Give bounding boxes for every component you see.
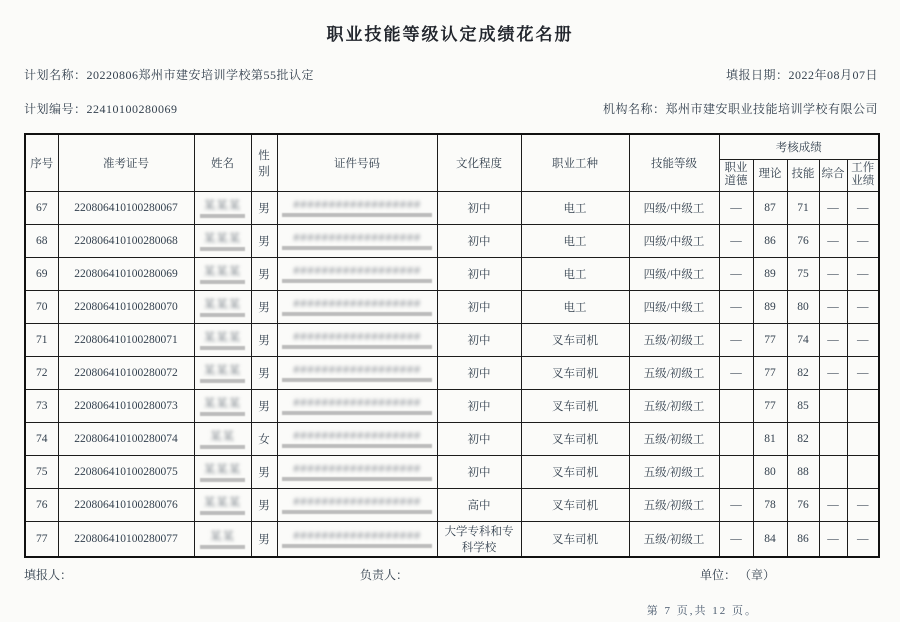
cell-score-ethics: — <box>719 488 753 521</box>
cell-name-redacted <box>194 422 251 455</box>
cell-no: 75 <box>25 455 58 488</box>
cell-skill-level: 四级/中级工 <box>629 224 719 257</box>
cell-score-ethics: — <box>719 224 753 257</box>
cell-skill-level: 五级/初级工 <box>629 389 719 422</box>
cell-score-work <box>847 389 879 422</box>
cell-no: 77 <box>25 521 58 557</box>
cell-score-theory: 86 <box>753 224 787 257</box>
col-header-skill: 技能 <box>787 159 819 191</box>
table-row <box>25 488 879 521</box>
redacted-name: 某某某 <box>203 200 242 212</box>
col-header-level: 技能等级 <box>629 134 719 191</box>
redaction-bar <box>200 280 244 284</box>
col-header-name: 姓名 <box>194 134 251 191</box>
cell-occupation: 电工 <box>521 290 629 323</box>
cell-score-comprehensive <box>819 389 847 422</box>
cell-id-redacted <box>277 191 437 224</box>
cell-id-redacted <box>277 488 437 521</box>
page-title: 职业技能等级认定成绩花名册 <box>326 25 574 44</box>
cell-education: 初中 <box>437 257 521 290</box>
col-header-ethics: 职业道德 <box>719 159 753 191</box>
org-name-value: 郑州市建安职业技能培训学校有限公司 <box>665 102 878 116</box>
cell-gender: 男 <box>251 323 277 356</box>
cell-education: 初中 <box>437 323 521 356</box>
cell-id-redacted <box>277 323 437 356</box>
plan-number <box>24 100 178 117</box>
cell-score-comprehensive: — <box>819 323 847 356</box>
cell-name-redacted <box>194 455 251 488</box>
table-row <box>25 290 879 323</box>
cell-occupation: 电工 <box>521 257 629 290</box>
cell-score-work: — <box>847 191 879 224</box>
cell-no: 67 <box>25 191 58 224</box>
cell-id-redacted <box>277 290 437 323</box>
cell-ticket: 220806410100280069 <box>58 257 194 290</box>
redacted-name: 某某某 <box>203 266 242 278</box>
cell-ticket: 220806410100280068 <box>58 224 194 257</box>
cell-name-redacted <box>194 389 251 422</box>
redaction-bar <box>282 444 432 448</box>
plan-name-value: 20220806郑州市建安培训学校第55批认定 <box>86 68 315 82</box>
meta-line-1 <box>24 66 878 83</box>
redaction-bar <box>282 312 432 316</box>
cell-score-theory: 77 <box>753 356 787 389</box>
cell-score-ethics <box>719 455 753 488</box>
table-row <box>25 191 879 224</box>
cell-occupation: 叉车司机 <box>521 488 629 521</box>
cell-no: 73 <box>25 389 58 422</box>
cell-education: 初中 <box>437 389 521 422</box>
cell-skill-level: 四级/中级工 <box>629 257 719 290</box>
cell-name-redacted <box>194 257 251 290</box>
cell-score-work: — <box>847 323 879 356</box>
cell-score-comprehensive: — <box>819 224 847 257</box>
cell-education: 大学专科和专科学校 <box>437 521 521 557</box>
cell-name-redacted <box>194 488 251 521</box>
col-header-gender: 性别 <box>251 134 277 191</box>
cell-score-theory: 89 <box>753 257 787 290</box>
redaction-bar <box>200 478 244 482</box>
cell-ticket: 220806410100280070 <box>58 290 194 323</box>
cell-score-work: — <box>847 224 879 257</box>
cell-gender: 男 <box>251 488 277 521</box>
cell-id-redacted <box>277 521 437 557</box>
redacted-id-number: ################## <box>293 298 421 311</box>
redacted-name: 某某某 <box>203 233 242 245</box>
report-date <box>726 66 878 83</box>
cell-skill-level: 四级/中级工 <box>629 290 719 323</box>
redaction-bar <box>282 411 432 415</box>
meta-line-2 <box>24 100 878 117</box>
cell-score-comprehensive: — <box>819 488 847 521</box>
cell-skill-level: 五级/初级工 <box>629 356 719 389</box>
cell-score-ethics: — <box>719 356 753 389</box>
table-row <box>25 422 879 455</box>
table-row <box>25 455 879 488</box>
cell-name-redacted <box>194 356 251 389</box>
cell-occupation: 叉车司机 <box>521 323 629 356</box>
col-header-edu: 文化程度 <box>437 134 521 191</box>
redacted-id-number: ################## <box>293 364 421 377</box>
cell-gender: 男 <box>251 455 277 488</box>
cell-score-ethics: — <box>719 191 753 224</box>
cell-score-ethics <box>719 389 753 422</box>
col-header-score-group: 考核成绩 <box>719 134 879 159</box>
redaction-bar <box>200 445 244 449</box>
cell-score-comprehensive: — <box>819 521 847 557</box>
redacted-id-number: ################## <box>293 331 421 344</box>
cell-occupation: 叉车司机 <box>521 389 629 422</box>
redaction-bar <box>282 510 432 514</box>
plan-name-label: 计划名称： <box>24 68 87 82</box>
col-header-occupation: 职业工种 <box>521 134 629 191</box>
cell-id-redacted <box>277 389 437 422</box>
cell-name-redacted <box>194 224 251 257</box>
plan-name <box>24 66 314 83</box>
cell-score-work: — <box>847 290 879 323</box>
redacted-id-number: ################## <box>293 232 421 245</box>
redaction-bar <box>200 247 244 251</box>
cell-gender: 男 <box>251 356 277 389</box>
cell-score-work <box>847 422 879 455</box>
org-name <box>603 100 878 117</box>
redaction-bar <box>282 544 432 548</box>
cell-score-comprehensive <box>819 455 847 488</box>
cell-id-redacted <box>277 356 437 389</box>
cell-score-theory: 87 <box>753 191 787 224</box>
cell-id-redacted <box>277 224 437 257</box>
cell-score-comprehensive: — <box>819 191 847 224</box>
cell-score-comprehensive: — <box>819 356 847 389</box>
cell-no: 74 <box>25 422 58 455</box>
redaction-bar <box>200 412 244 416</box>
redacted-id-number: ################## <box>293 265 421 278</box>
redacted-id-number: ################## <box>293 463 421 476</box>
redacted-name: 某某某 <box>203 332 242 344</box>
redacted-name: 某某某 <box>203 398 242 410</box>
cell-occupation: 电工 <box>521 191 629 224</box>
cell-skill-level: 四级/中级工 <box>629 191 719 224</box>
plan-number-label: 计划编号： <box>24 102 87 116</box>
redacted-id-number: ################## <box>293 199 421 212</box>
cell-no: 71 <box>25 323 58 356</box>
cell-education: 初中 <box>437 191 521 224</box>
cell-score-theory: 77 <box>753 323 787 356</box>
redacted-name: 某某 <box>210 431 235 443</box>
cell-gender: 男 <box>251 257 277 290</box>
cell-score-skill: 76 <box>787 224 819 257</box>
cell-score-comprehensive <box>819 422 847 455</box>
cell-score-ethics: — <box>719 290 753 323</box>
col-header-theory: 理论 <box>753 159 787 191</box>
col-header-no: 序号 <box>25 134 58 191</box>
redaction-bar <box>282 246 432 250</box>
cell-ticket: 220806410100280077 <box>58 521 194 557</box>
cell-score-skill: 74 <box>787 323 819 356</box>
redacted-name: 某某某 <box>203 365 242 377</box>
table-row <box>25 521 879 557</box>
redacted-id-number: ################## <box>293 430 421 443</box>
score-roster-table <box>24 133 880 558</box>
roster-body <box>25 191 879 557</box>
report-date-value: 2022年08月07日 <box>788 68 878 82</box>
cell-score-theory: 80 <box>753 455 787 488</box>
cell-gender: 男 <box>251 224 277 257</box>
cell-score-ethics: — <box>719 323 753 356</box>
redacted-name: 某某某 <box>203 299 242 311</box>
redaction-bar <box>282 213 432 217</box>
cell-score-comprehensive: — <box>819 257 847 290</box>
cell-no: 76 <box>25 488 58 521</box>
redaction-bar <box>200 313 244 317</box>
report-date-label: 填报日期： <box>725 68 789 82</box>
cell-gender: 男 <box>251 191 277 224</box>
cell-score-theory: 77 <box>753 389 787 422</box>
cell-no: 72 <box>25 356 58 389</box>
redaction-bar <box>282 345 432 349</box>
cell-id-redacted <box>277 422 437 455</box>
cell-score-theory: 89 <box>753 290 787 323</box>
col-header-id: 证件号码 <box>277 134 437 191</box>
cell-ticket: 220806410100280071 <box>58 323 194 356</box>
manager-label: 负责人： <box>360 568 409 582</box>
redacted-name: 某某某 <box>203 497 242 509</box>
cell-id-redacted <box>277 257 437 290</box>
redaction-bar <box>200 346 244 350</box>
redaction-bar <box>200 511 244 515</box>
redaction-bar <box>282 279 432 283</box>
cell-score-skill: 86 <box>787 521 819 557</box>
redacted-name: 某某某 <box>203 464 242 476</box>
cell-score-theory: 78 <box>753 488 787 521</box>
cell-score-theory: 81 <box>753 422 787 455</box>
cell-score-work: — <box>847 257 879 290</box>
cell-score-skill: 85 <box>787 389 819 422</box>
col-header-comprehensive: 综合 <box>819 159 847 191</box>
cell-gender: 男 <box>251 521 277 557</box>
table-row <box>25 356 879 389</box>
cell-ticket: 220806410100280076 <box>58 488 194 521</box>
redaction-bar <box>282 378 432 382</box>
cell-name-redacted <box>194 323 251 356</box>
cell-occupation: 叉车司机 <box>521 521 629 557</box>
cell-skill-level: 五级/初级工 <box>629 422 719 455</box>
cell-occupation: 叉车司机 <box>521 422 629 455</box>
cell-occupation: 叉车司机 <box>521 455 629 488</box>
cell-no: 68 <box>25 224 58 257</box>
cell-ticket: 220806410100280067 <box>58 191 194 224</box>
cell-skill-level: 五级/初级工 <box>629 488 719 521</box>
col-header-ticket: 准考证号 <box>58 134 194 191</box>
cell-skill-level: 五级/初级工 <box>629 323 719 356</box>
cell-skill-level: 五级/初级工 <box>629 455 719 488</box>
cell-education: 初中 <box>437 422 521 455</box>
cell-score-ethics: — <box>719 521 753 557</box>
cell-gender: 男 <box>251 290 277 323</box>
cell-education: 初中 <box>437 224 521 257</box>
unit-seal-label: 单位： （章） <box>700 568 776 582</box>
cell-name-redacted <box>194 290 251 323</box>
cell-id-redacted <box>277 455 437 488</box>
cell-score-theory: 84 <box>753 521 787 557</box>
redaction-bar <box>200 545 244 549</box>
cell-score-comprehensive: — <box>819 290 847 323</box>
cell-score-work: — <box>847 521 879 557</box>
cell-score-ethics <box>719 422 753 455</box>
redaction-bar <box>200 379 244 383</box>
redacted-id-number: ################## <box>293 496 421 509</box>
cell-score-work: — <box>847 488 879 521</box>
cell-skill-level: 五级/初级工 <box>629 521 719 557</box>
cell-score-ethics: — <box>719 257 753 290</box>
cell-score-skill: 75 <box>787 257 819 290</box>
cell-education: 初中 <box>437 455 521 488</box>
cell-no: 70 <box>25 290 58 323</box>
cell-gender: 女 <box>251 422 277 455</box>
table-row <box>25 257 879 290</box>
table-row <box>25 224 879 257</box>
redaction-bar <box>282 477 432 481</box>
org-name-label: 机构名称： <box>602 102 666 116</box>
cell-gender: 男 <box>251 389 277 422</box>
cell-occupation: 叉车司机 <box>521 356 629 389</box>
redacted-id-number: ################## <box>293 397 421 410</box>
col-header-work-performance: 工作业绩 <box>847 159 879 191</box>
cell-education: 初中 <box>437 290 521 323</box>
cell-score-work <box>847 455 879 488</box>
plan-number-value: 22410100280069 <box>86 102 178 116</box>
page-indicator: 第 7 页,共 12 页。 <box>646 605 758 617</box>
redacted-id-number: ################## <box>293 530 421 543</box>
filler-label: 填报人： <box>24 568 73 582</box>
redaction-bar <box>200 214 244 218</box>
cell-occupation: 电工 <box>521 224 629 257</box>
cell-score-skill: 82 <box>787 422 819 455</box>
cell-score-work: — <box>847 356 879 389</box>
cell-score-skill: 88 <box>787 455 819 488</box>
cell-score-skill: 76 <box>787 488 819 521</box>
cell-score-skill: 71 <box>787 191 819 224</box>
cell-name-redacted <box>194 191 251 224</box>
cell-name-redacted <box>194 521 251 557</box>
redacted-name: 某某 <box>210 531 235 543</box>
cell-ticket: 220806410100280074 <box>58 422 194 455</box>
cell-ticket: 220806410100280072 <box>58 356 194 389</box>
cell-ticket: 220806410100280075 <box>58 455 194 488</box>
table-row <box>25 323 879 356</box>
cell-ticket: 220806410100280073 <box>58 389 194 422</box>
table-row <box>25 389 879 422</box>
cell-education: 初中 <box>437 356 521 389</box>
cell-education: 高中 <box>437 488 521 521</box>
cell-score-skill: 80 <box>787 290 819 323</box>
cell-no: 69 <box>25 257 58 290</box>
cell-score-skill: 82 <box>787 356 819 389</box>
